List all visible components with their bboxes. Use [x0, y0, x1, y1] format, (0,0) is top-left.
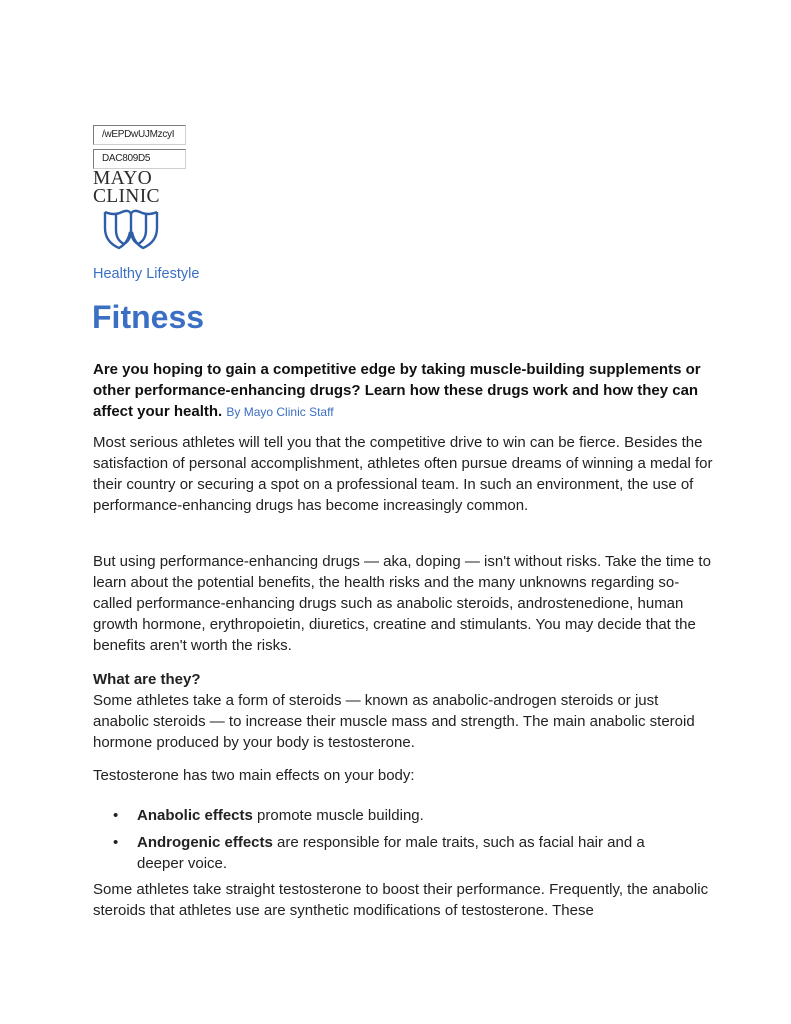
section-heading: What are they? — [93, 671, 201, 688]
list-item-term: Anabolic effects — [137, 807, 253, 824]
list-item — [93, 832, 693, 874]
byline-link[interactable]: By Mayo Clinic Staff — [226, 405, 334, 419]
lead-paragraph — [93, 359, 713, 423]
paragraph-steroids: Some athletes take a form of steroids — known as anabolic-androgen steroids or just anabolic steroids — to increase their muscle mass and strength. The main anabolic steroid hormone produced by your body is testosterone. — [93, 692, 695, 751]
list-item-text: promote muscle building. — [252, 807, 424, 824]
lead-text: Are you hoping to gain a competitive edge by taking muscle-building supplements or other performance-enhancing drugs? Learn how these drugs work and how they can affect your health. — [93, 361, 701, 420]
effects-list — [93, 805, 693, 880]
shields-icon — [102, 208, 160, 252]
logo-word-clinic: CLINIC — [93, 186, 160, 207]
mayo-clinic-logo — [93, 170, 173, 206]
bullet-icon: • — [113, 807, 119, 824]
hidden-field-generator[interactable]: DAC809D5 — [93, 149, 186, 169]
list-item-term: Androgenic effects — [137, 834, 273, 851]
hidden-field-viewstate[interactable]: /wEPDwUJMzcyI — [93, 125, 186, 145]
paragraph-risks: But using performance-enhancing drugs — aka, doping — isn't without risks. Take the time to learn about the potential benefits, the health risks and the many unknowns regarding so-called performance-enhancing drugs such as anabolic steroids, androstenedione, human growth hormone, erythropoietin, diuretics, creatine and stimulants. You may decide that the benefits aren't worth the risks. — [93, 553, 711, 654]
paragraph-intro: Most serious athletes will tell you that the competitive drive to win can be fierce. Besides the satisfaction of personal accomplishment, athletes often pursue dreams of winning a medal for their country or securing a spot on a professional team. In such an environment, the use of performance-enhancing drugs has become increasingly common. — [93, 434, 713, 514]
bullet-icon: • — [113, 834, 119, 851]
page-title: Fitness — [92, 299, 205, 335]
paragraph-effects-intro: Testosterone has two main effects on your body: — [93, 767, 415, 784]
logo-word-mayo: MAYO — [93, 168, 152, 189]
list-item — [93, 805, 693, 826]
list-item-text: are responsible for male traits, such as facial hair and a deeper voice. — [137, 834, 645, 872]
category-link[interactable]: Healthy Lifestyle — [93, 266, 200, 282]
paragraph-testosterone: Some athletes take straight testosterone to boost their performance. Frequently, the anabolic steroids that athletes use are synthetic modifications of testosterone. These — [93, 881, 709, 919]
